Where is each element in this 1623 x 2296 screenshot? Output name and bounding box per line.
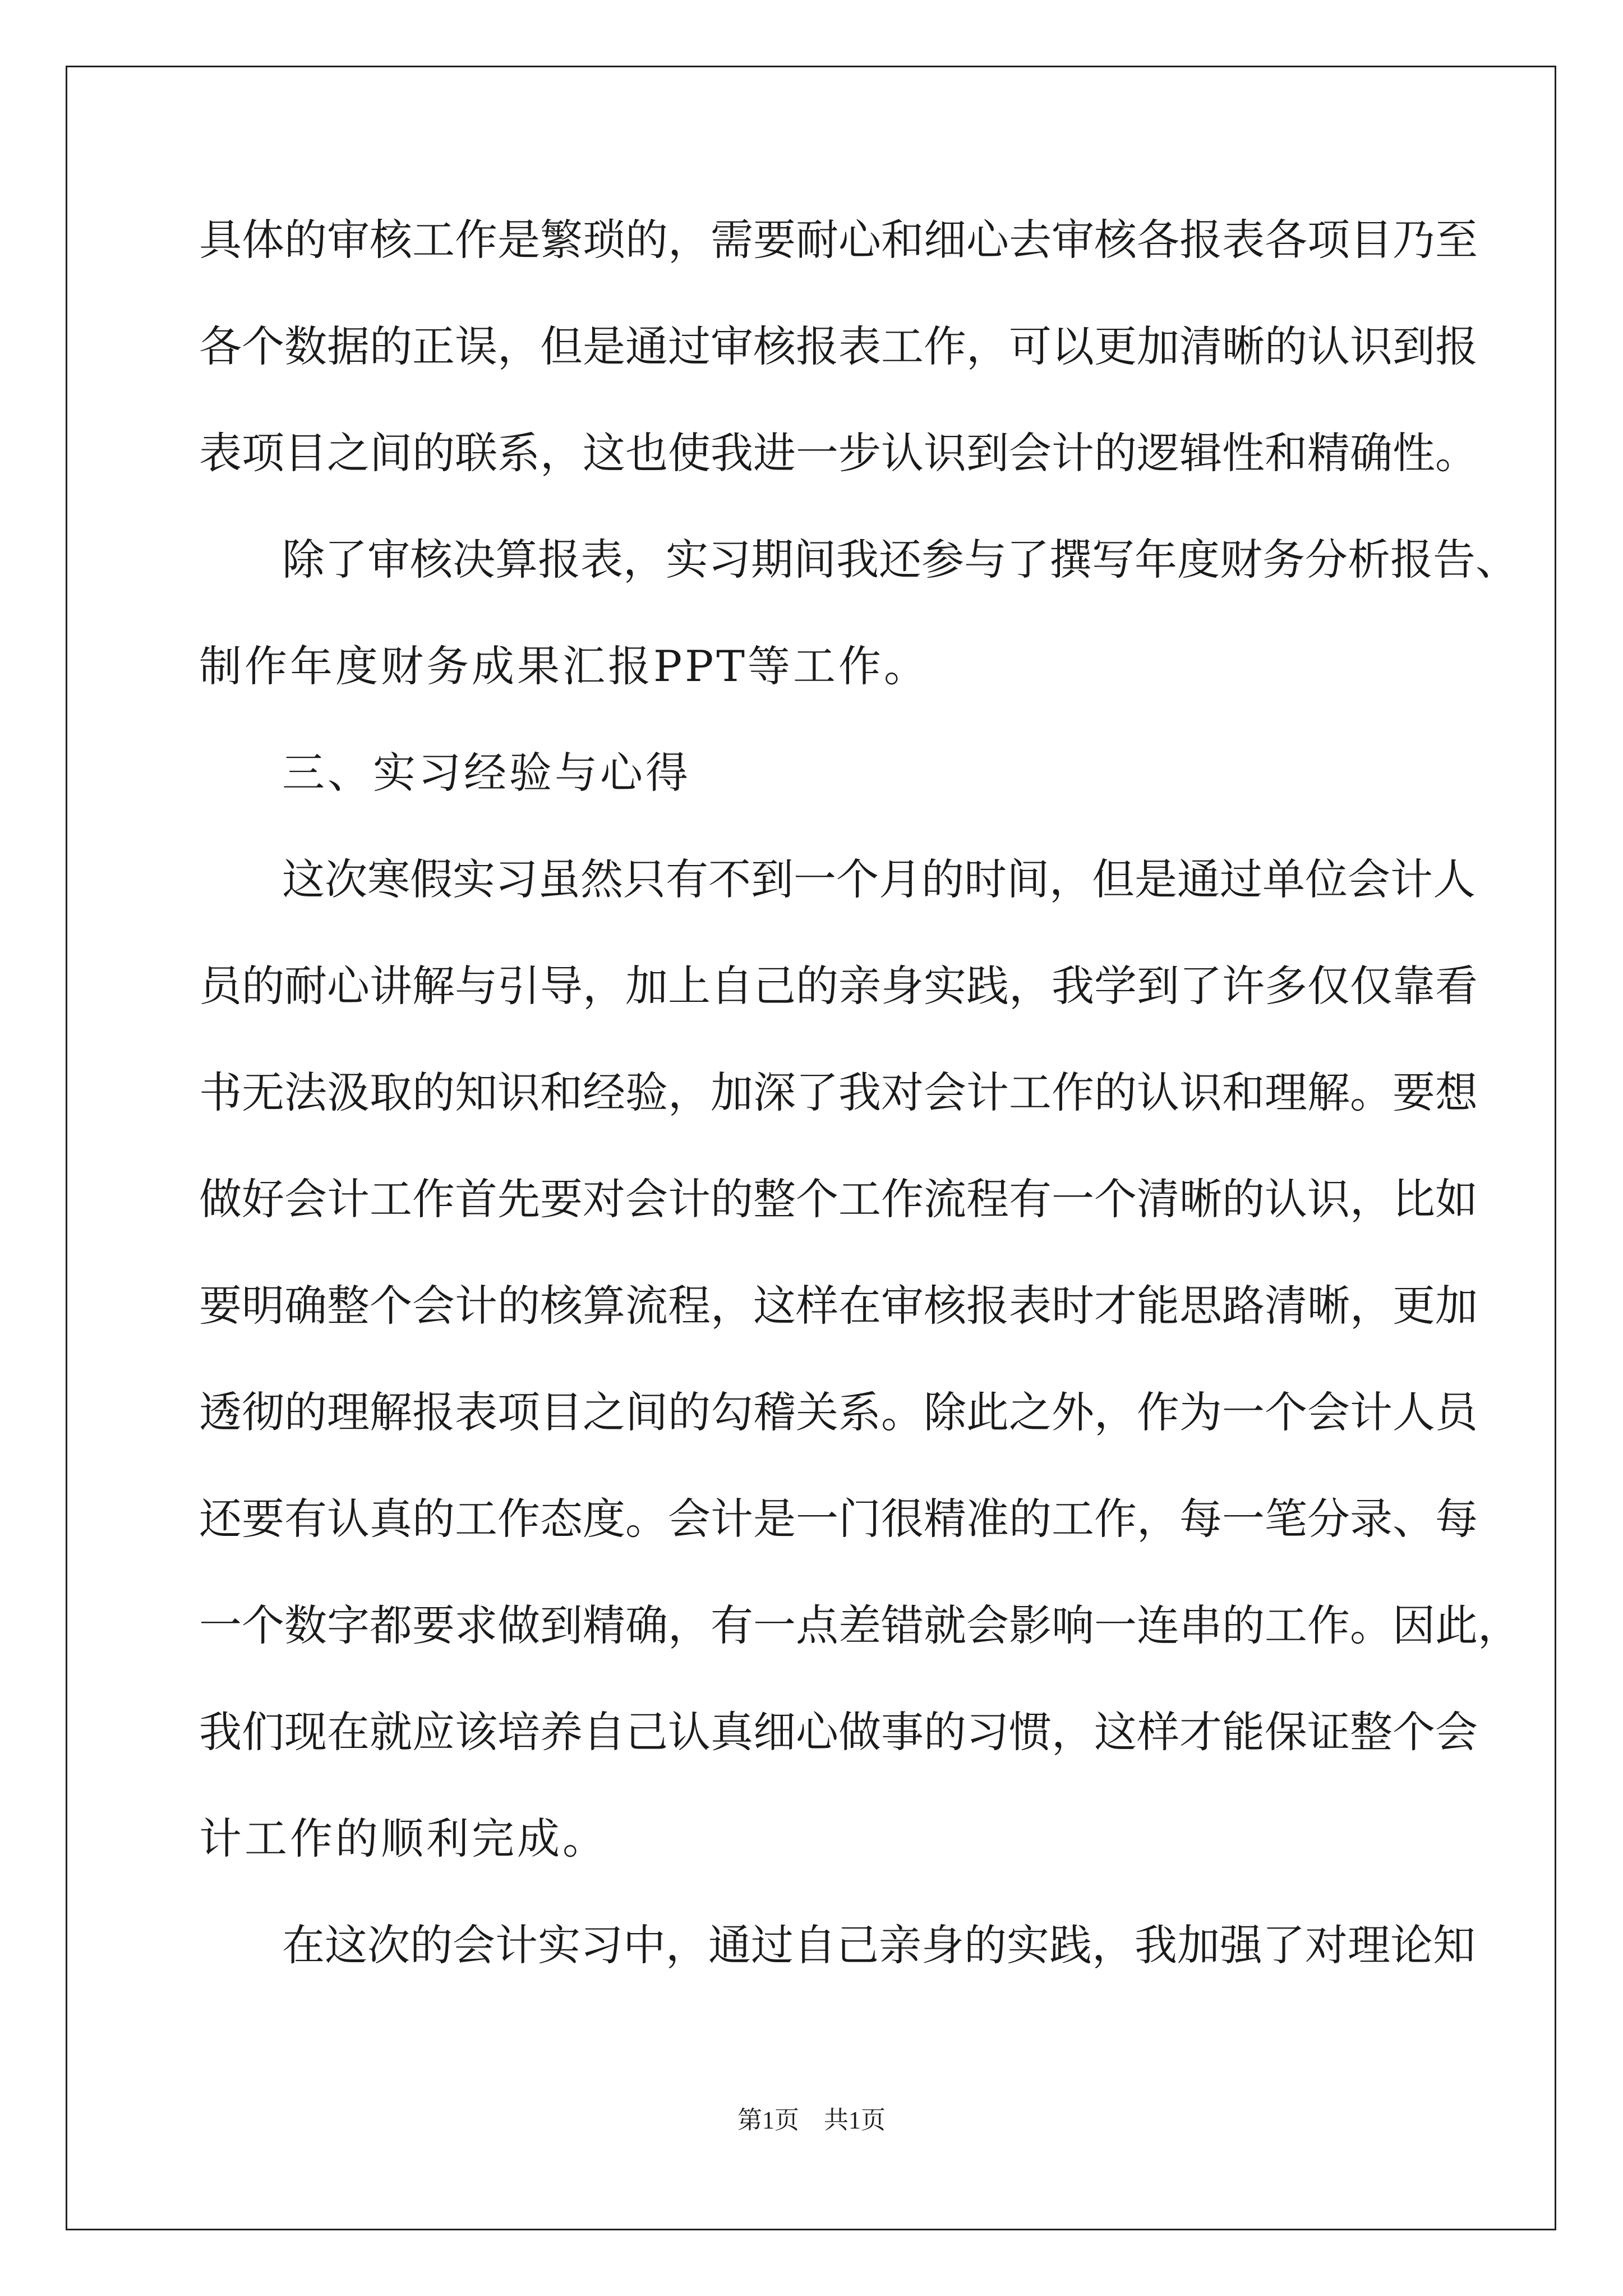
- section-heading: 三、实习经验与心得: [282, 748, 691, 798]
- page-border: [66, 66, 1556, 2230]
- text-line: 具体的审核工作是繁琐的，需要耐心和细心去审核各报表各项目乃至: [199, 215, 1478, 265]
- text-line: 制作年度财务成果汇报PPT等工作。: [199, 641, 929, 691]
- text-line: 书无法汲取的知识和经验，加深了我对会计工作的认识和理解。要想: [199, 1068, 1478, 1117]
- text-line: 除了审核决算报表，实习期间我还参与了撰写年度财务分析报告、: [282, 535, 1518, 585]
- text-line: 表项目之间的联系，这也使我进一步认识到会计的逻辑性和精确性。: [199, 428, 1478, 478]
- page-footer: [0, 2105, 1623, 2136]
- text-line: 计工作的顺利完成。: [199, 1814, 608, 1864]
- text-line: 透彻的理解报表项目之间的勾稽关系。除此之外，作为一个会计人员: [199, 1387, 1478, 1437]
- text-line: 这次寒假实习虽然只有不到一个月的时间，但是通过单位会计人: [282, 854, 1476, 904]
- text-line: 各个数据的正误，但是通过审核报表工作，可以更加清晰的认识到报: [199, 321, 1478, 371]
- text-line: 还要有认真的工作态度。会计是一门很精准的工作，每一笔分录、每: [199, 1494, 1478, 1544]
- text-line: 做好会计工作首先要对会计的整个工作流程有一个清晰的认识，比如: [199, 1174, 1478, 1224]
- text-line: 在这次的会计实习中，通过自己亲身的实践，我加强了对理论知: [282, 1920, 1476, 1970]
- text-line: 我们现在就应该培养自己认真细心做事的习惯，这样才能保证整个会: [199, 1707, 1478, 1757]
- page-number-total: 共1页: [824, 2106, 886, 2134]
- text-line: 员的耐心讲解与引导，加上自己的亲身实践，我学到了许多仅仅靠看: [199, 961, 1478, 1011]
- text-line: 一个数字都要求做到精确，有一点差错就会影响一连串的工作。因此，: [199, 1600, 1520, 1650]
- page-number-current: 第1页: [737, 2106, 799, 2134]
- text-line: 要明确整个会计的核算流程，这样在审核报表时才能思路清晰，更加: [199, 1281, 1478, 1331]
